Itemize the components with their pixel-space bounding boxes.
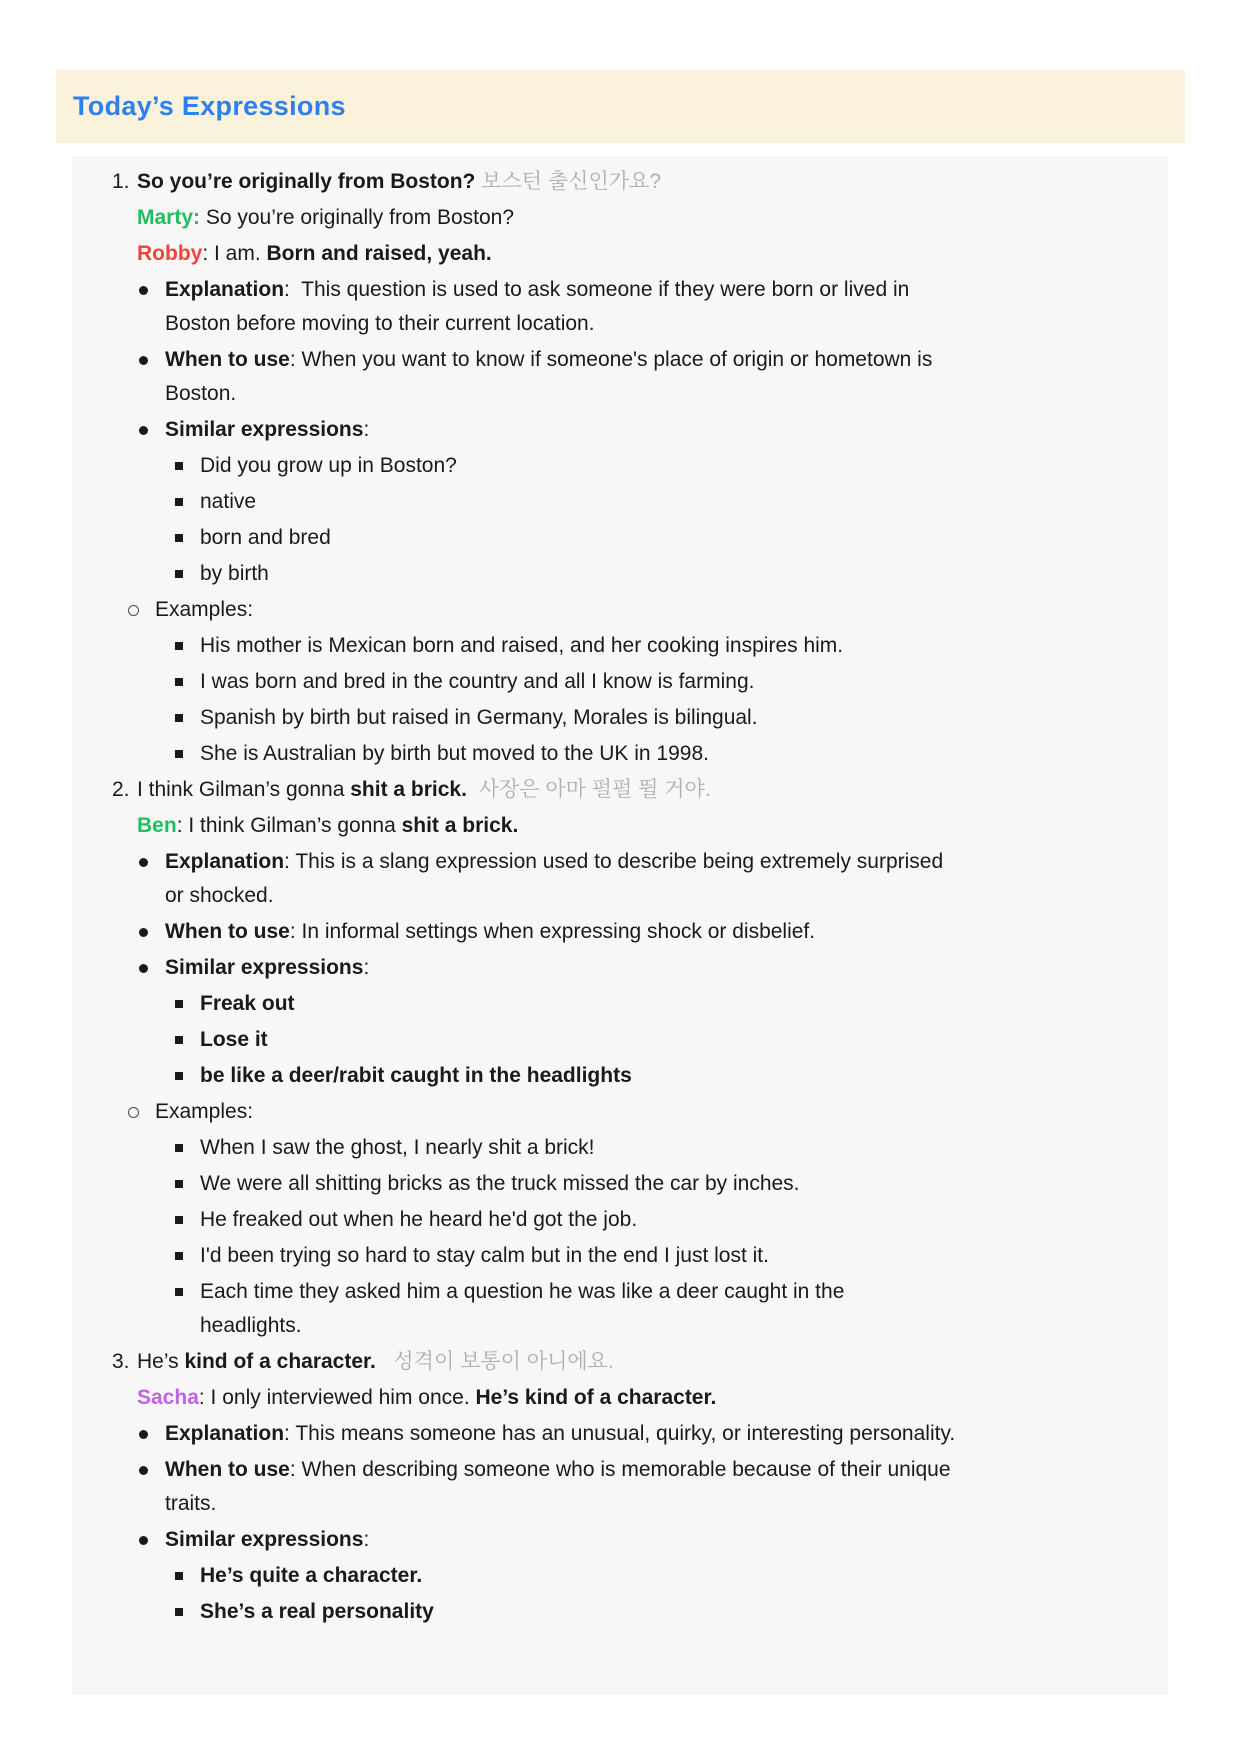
square-bullet-icon [165,987,200,1008]
header-band [56,70,1185,143]
info-bullet [72,951,1168,985]
text-line: Similar expressions: [165,418,370,441]
text-line: I'd been trying so hard to stay calm but in the end I just lost it. [200,1244,769,1267]
sub-bullet [72,629,1168,663]
text-line: Lose it [200,1028,268,1051]
expression-heading [72,1345,1168,1379]
sub-bullet [72,449,1168,483]
expression-heading [72,773,1168,807]
item-number: 3. [112,1350,130,1373]
text-line: Did you grow up in Boston? [200,454,457,477]
text-line: native [200,490,257,513]
sub-bullet [72,1203,1168,1237]
square-bullet-icon [165,521,200,542]
square-bullet-icon [165,1167,200,1188]
text-line: I think Gilman’s gonna shit a brick. 사장은 아마 펄펄 뛸 거야. [137,778,711,801]
sub-bullet [72,1595,1168,1629]
text-line: When to use: When you want to know if someone's place of origin or hometown is Boston. [165,348,939,405]
info-bullet [72,273,1168,341]
text-line: When I saw the ghost, I nearly shit a brick! [200,1136,595,1159]
sub-bullet [72,1239,1168,1273]
sub-bullet [72,557,1168,591]
bullet-bullet-icon [130,343,165,365]
square-bullet-icon [165,557,200,578]
text-line: by birth [200,562,269,585]
text-line: So you’re originally from Boston? 보스턴 출신인가요? [137,170,662,193]
text-line: He’s quite a character. [200,1564,423,1587]
sub-bullet [72,987,1168,1021]
bullet-bullet-icon [130,915,165,937]
text-line: be like a deer/rabit caught in the headlights [200,1064,632,1087]
sub-bullet [72,1131,1168,1165]
item-number: 2. [112,778,130,801]
text-line: Similar expressions: [165,956,370,979]
examples-label [72,593,1168,627]
sub-bullet [72,485,1168,519]
info-bullet [72,845,1168,913]
sub-bullet [72,665,1168,699]
square-bullet-icon [165,1559,200,1580]
text-line: Examples: [155,1100,254,1123]
text-line: Each time they asked him a question he was like a deer caught in the headlights. [200,1280,851,1337]
square-bullet-icon [165,1131,200,1152]
info-bullet [72,1417,1168,1451]
circle-bullet-icon [120,593,155,616]
square-bullet-icon [165,1275,200,1296]
text-line: When to use: When describing someone who is memorable because of their unique traits. [165,1458,957,1515]
sub-bullet [72,1559,1168,1593]
text-line: Examples: [155,598,254,621]
info-bullet [72,1523,1168,1557]
square-bullet-icon [165,1023,200,1044]
square-bullet-icon [165,1595,200,1616]
text-line: She’s a real personality [200,1600,434,1623]
text-line: Sacha: I only interviewed him once. He’s kind of a character. [137,1386,717,1409]
bullet-bullet-icon [130,845,165,867]
text-line: I was born and bred in the country and all I know is farming. [200,670,755,693]
text-line: He’s kind of a character. 성격이 보통이 아니에요. [137,1350,614,1373]
text-line: Explanation: This question is used to ask someone if they were born or lived in Boston before moving to their current location. [165,278,916,335]
square-bullet-icon [165,629,200,650]
text-line: Robby: I am. Born and raised, yeah. [137,242,492,265]
square-bullet-icon [165,1203,200,1224]
text-line: His mother is Mexican born and raised, and her cooking inspires him. [200,634,844,657]
square-bullet-icon [165,1239,200,1260]
bullet-bullet-icon [130,273,165,295]
text-line: Similar expressions: [165,1528,370,1551]
square-bullet-icon [165,449,200,470]
text-line: Spanish by birth but raised in Germany, Morales is bilingual. [200,706,758,729]
sub-bullet [72,1167,1168,1201]
sub-bullet [72,701,1168,735]
square-bullet-icon [165,1059,200,1080]
text-line: Explanation: This means someone has an unusual, quirky, or interesting personality. [165,1422,956,1445]
dialogue-line [72,1381,1168,1415]
sub-bullet [72,1059,1168,1093]
sub-bullet [72,521,1168,555]
info-bullet [72,343,1168,411]
bullet-bullet-icon [130,1453,165,1475]
sub-bullet [72,1023,1168,1057]
square-bullet-icon [165,485,200,506]
info-bullet [72,413,1168,447]
text-line: Explanation: This is a slang expression used to describe being extremely surprised or shocked. [165,850,949,907]
bullet-bullet-icon [130,1523,165,1545]
expression-heading [72,165,1168,199]
dialogue-line [72,237,1168,271]
examples-label [72,1095,1168,1129]
circle-bullet-icon [120,1095,155,1118]
item-number: 1. [112,170,130,193]
square-bullet-icon [165,701,200,722]
text-line: Marty: So you’re originally from Boston? [137,206,515,229]
text-line: Ben: I think Gilman’s gonna shit a brick. [137,814,519,837]
text-line: born and bred [200,526,331,549]
sub-bullet [72,1275,1168,1343]
dialogue-line [72,201,1168,235]
info-bullet [72,1453,1168,1521]
expressions-list [72,156,1168,1695]
square-bullet-icon [165,737,200,758]
text-line: She is Australian by birth but moved to the UK in 1998. [200,742,709,765]
square-bullet-icon [165,665,200,686]
bullet-bullet-icon [130,951,165,973]
sub-bullet [72,737,1168,771]
text-line: When to use: In informal settings when expressing shock or disbelief. [165,920,816,943]
text-line: Freak out [200,992,295,1015]
text-line: We were all shitting bricks as the truck missed the car by inches. [200,1172,800,1195]
dialogue-line [72,809,1168,843]
bullet-bullet-icon [130,413,165,435]
bullet-bullet-icon [130,1417,165,1439]
text-line: He freaked out when he heard he'd got the job. [200,1208,638,1231]
info-bullet [72,915,1168,949]
page-title: Today’s Expressions [73,91,346,121]
